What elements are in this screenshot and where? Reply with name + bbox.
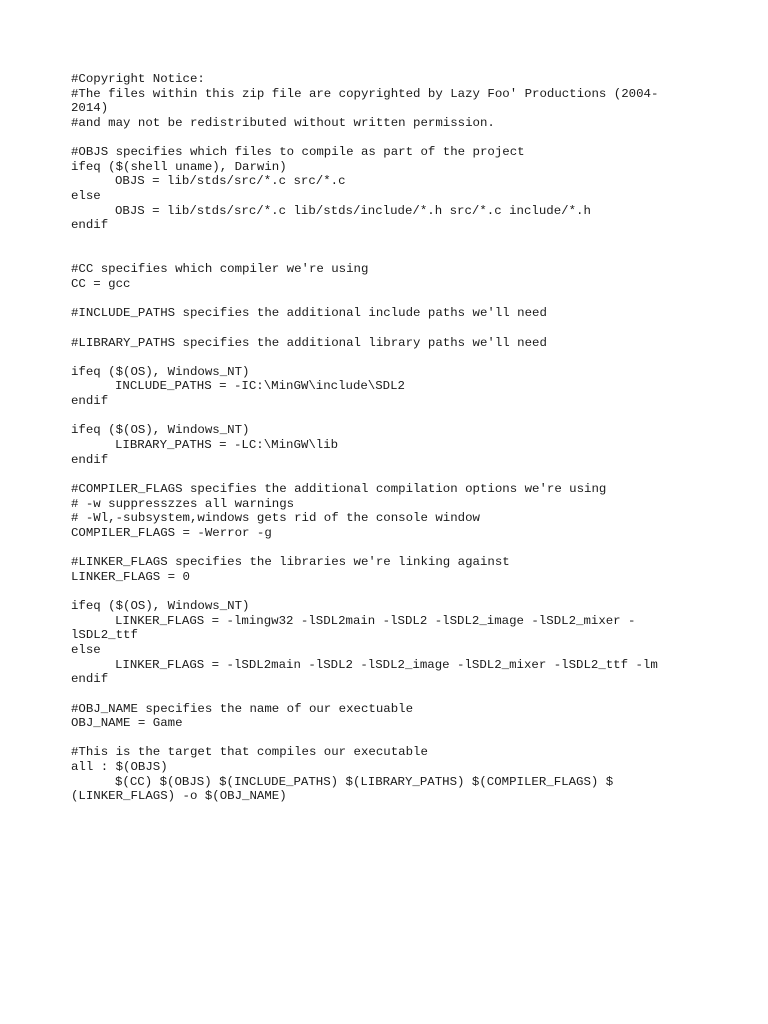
code-line: #LINKER_FLAGS specifies the libraries we're linking against (71, 555, 510, 570)
blank-line (71, 233, 691, 248)
code-line: ifeq ($(OS), Windows_NT) (71, 364, 250, 379)
blank-line (71, 131, 691, 146)
code-line: #OBJS specifies which files to compile as part of the project (71, 145, 525, 160)
code-line: lSDL2_ttf (71, 628, 138, 643)
code-line: #LIBRARY_PATHS specifies the additional library paths we'll need (71, 335, 547, 350)
code-line: # -w suppresszzes all warnings (71, 496, 295, 511)
code-line: #and may not be redistributed without written permission. (71, 115, 495, 130)
blank-line (71, 248, 691, 263)
code-line: endif (71, 218, 109, 233)
code-line: COMPILER_FLAGS = -Werror -g (71, 525, 272, 540)
code-line: #This is the target that compiles our executable (71, 745, 428, 760)
code-line: $(CC) $(OBJS) $(INCLUDE_PATHS) $(LIBRARY_PATHS) $(COMPILER_FLAGS) $ (115, 774, 614, 789)
code-line: INCLUDE_PATHS = -IC:\MinGW\include\SDL2 (115, 379, 405, 394)
code-line: endif (71, 672, 109, 687)
code-line: (LINKER_FLAGS) -o $(OBJ_NAME) (71, 789, 287, 804)
code-line: ifeq ($(OS), Windows_NT) (71, 599, 250, 614)
code-line: else (71, 189, 101, 204)
code-line: LIBRARY_PATHS = -LC:\MinGW\lib (115, 438, 339, 453)
code-line: ifeq ($(shell uname), Darwin) (71, 159, 287, 174)
code-line: #OBJ_NAME specifies the name of our exectuable (71, 701, 414, 716)
code-line: CC = gcc (71, 276, 131, 291)
blank-line (71, 541, 691, 556)
code-line: #Copyright Notice: (71, 72, 205, 86)
code-line: LINKER_FLAGS = -lSDL2main -lSDL2 -lSDL2_image -lSDL2_mixer -lSDL2_ttf -lm (115, 657, 658, 672)
code-line: 2014) (71, 101, 109, 116)
blank-line (71, 467, 691, 482)
code-line: endif (71, 452, 109, 467)
code-line: LINKER_FLAGS = -lmingw32 -lSDL2main -lSDL2 -lSDL2_image -lSDL2_mixer - (115, 613, 636, 628)
code-line: endif (71, 394, 109, 409)
blank-line (71, 350, 691, 365)
blank-line (71, 321, 691, 336)
code-line: #The files within this zip file are copyrighted by Lazy Foo' Productions (2004- (71, 86, 659, 101)
code-line: ifeq ($(OS), Windows_NT) (71, 423, 250, 438)
code-line: OBJS = lib/stds/src/*.c lib/stds/include/*.h src/*.c include/*.h (115, 203, 591, 218)
blank-line (71, 409, 691, 424)
code-line: #COMPILER_FLAGS specifies the additional compilation options we're using (71, 481, 607, 496)
code-line: all : $(OBJS) (71, 760, 168, 775)
code-line: else (71, 642, 101, 657)
code-line: #INCLUDE_PATHS specifies the additional include paths we'll need (71, 306, 547, 321)
blank-line (71, 584, 691, 599)
blank-line (71, 687, 691, 702)
code-line: LINKER_FLAGS = 0 (71, 569, 190, 584)
blank-line (71, 731, 691, 746)
code-line: #CC specifies which compiler we're using (71, 262, 369, 277)
code-line: # -Wl,-subsystem,windows gets rid of the console window (71, 511, 480, 526)
code-line: OBJS = lib/stds/src/*.c src/*.c (115, 174, 346, 189)
blank-line (71, 292, 691, 307)
code-line: OBJ_NAME = Game (71, 716, 183, 731)
makefile-text (71, 72, 691, 804)
